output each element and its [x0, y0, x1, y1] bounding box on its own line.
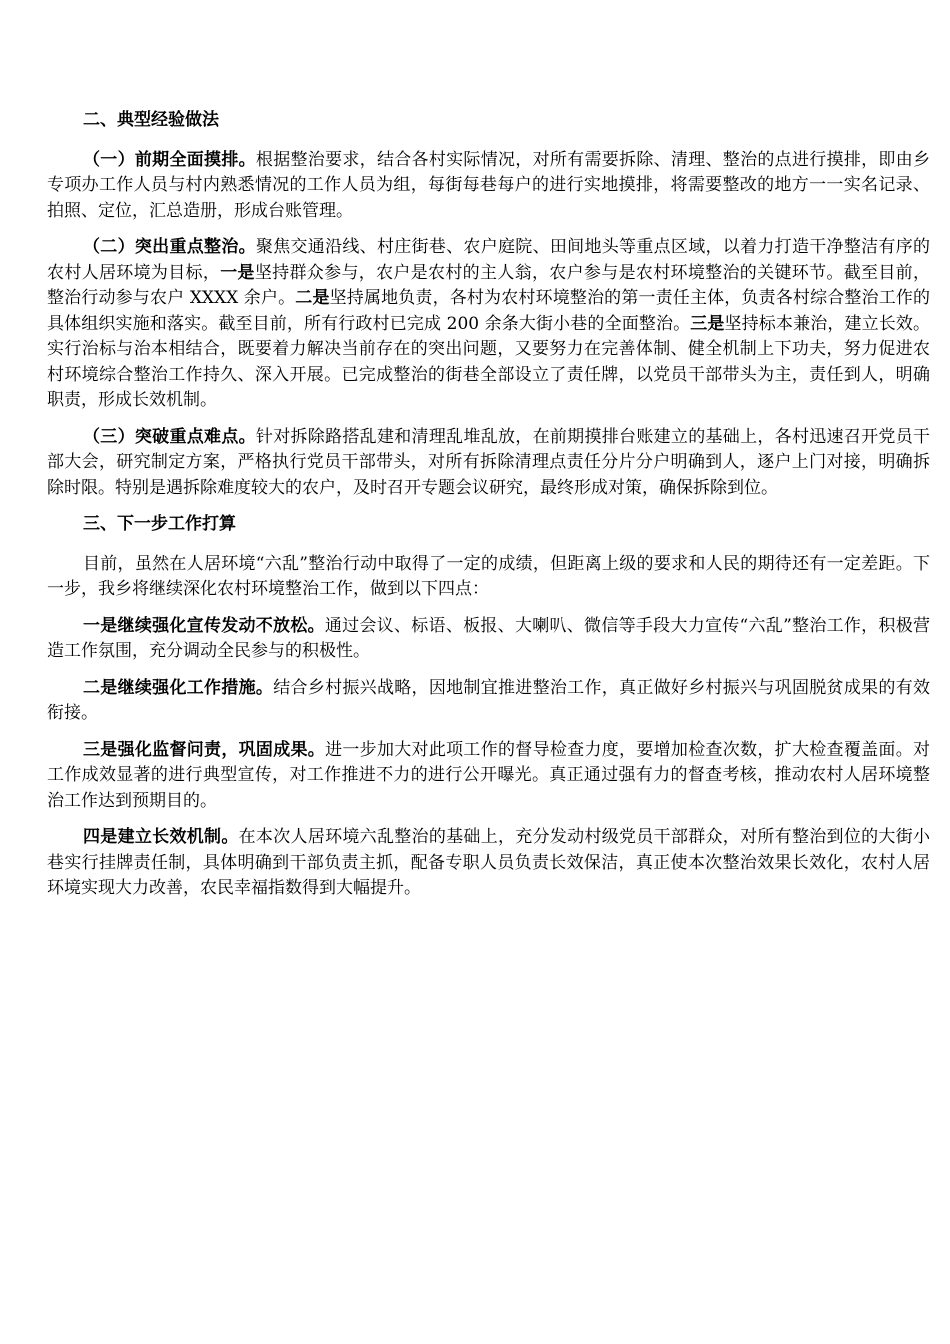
- paragraph-early-survey: [47, 148, 930, 225]
- paragraph-text: 坚持标本兼治，建立长效。实行治标与治本相结合，既要着力解决当前存在的突出问题，又要努力在完善体制、健全机制上下功夫，努力促进农村环境综合整治工作持久、深入开展。已完成整治的街巷全部设立了责任牌，以党员干部带头为主，责任到人，明确职责，形成长效机制。: [47, 313, 931, 410]
- paragraph-point-four: [47, 825, 930, 902]
- paragraph-point-three: [47, 738, 930, 815]
- paragraph-text: 聚焦交通沿线、村庄街巷、农户庭院、田间地头等重点区域，以着力打造干净整洁有序的农村人居环境为目标，: [47, 237, 931, 283]
- paragraph-lead: 二是继续强化工作措施。: [83, 677, 274, 698]
- paragraph-lead: 一是继续强化宣传发动不放松。: [83, 615, 325, 636]
- paragraph-text: 在本次人居环境六乱整治的基础上，充分发动村级党员干部群众，对所有整治到位的大街小巷实行挂牌责任制，具体明确到干部负责主抓，配备专职人员负责长效保洁，真正使本次整治效果长效化，农村人居环境实现大力改善，农民幸福指数得到大幅提升。: [47, 827, 930, 898]
- paragraph-lead: （一）前期全面摸排。: [83, 149, 256, 170]
- paragraph-point-two: [47, 676, 930, 727]
- paragraph-text: 坚持属地负责，各村为农村环境整治的第一责任主体，负责各村综合整治工作的具体组织实施和落实。截至目前，所有行政村已完成 200 余条大街小巷的全面整治。: [47, 288, 931, 334]
- document-body: [47, 108, 930, 913]
- paragraph-text: 坚持群众参与，农户是农村的主人翁，农户参与是农村环境整治的关键环节。截至目前，整治行动参与农户 XXXX 余户。: [47, 262, 931, 308]
- paragraph-key-areas: [47, 235, 930, 414]
- section-heading-next-steps: 三、下一步工作打算: [83, 514, 236, 534]
- paragraph-text: 针对拆除路搭乱建和清理乱堆乱放，在前期摸排台账建立的基础上，各村迅速召开党员干部大会，研究制定方案，严格执行党员干部带头，对所有拆除清理点责任分片分户明确到人，逐户上门对接，明确拆除时限。特别是遇拆除难度较大的农户，及时召开专题会议研究，最终形成对策，确保拆除到位。: [47, 426, 931, 498]
- paragraph-text: 进一步加大对此项工作的督导检查力度，要增加检查次数，扩大检查覆盖面。对工作成效显著的进行典型宣传，对工作推进不力的进行公开曝光。真正通过强有力的督查考核，推动农村人居环境整治工作达到预期目的。: [47, 739, 931, 811]
- paragraph-text: 通过会议、标语、板报、大喇叭、微信等手段大力宣传“六乱”整治工作，积极营造工作氛围，充分调动全民参与的积极性。: [47, 615, 930, 661]
- emphasis-third: 三是: [690, 313, 725, 334]
- paragraph-text: 结合乡村振兴战略，因地制宜推进整治工作，真正做好乡村振兴与巩固脱贫成果的有效衔接。: [47, 677, 931, 723]
- paragraph-lead: 三是强化监督问责，巩固成果。: [83, 739, 326, 760]
- paragraph-text: 目前，虽然在人居环境“六乱”整治行动中取得了一定的成绩，但距离上级的要求和人民的期待还有一定差距。下一步，我乡将继续深化农村环境整治工作，做到以下四点：: [47, 553, 930, 599]
- paragraph-intro-next: [47, 552, 930, 603]
- paragraph-lead: （三）突破重点难点。: [83, 426, 256, 447]
- section-heading-experience: 二、典型经验做法: [83, 110, 219, 130]
- paragraph-lead: 四是建立长效机制。: [83, 827, 239, 847]
- paragraph-difficulties: [47, 425, 930, 502]
- emphasis-first: 一是: [220, 262, 255, 283]
- paragraph-text: 根据整治要求，结合各村实际情况，对所有需要拆除、清理、整治的点进行摸排，即由乡专项办工作人员与村内熟悉情况的工作人员为组，每街每巷每户的进行实地摸排，将需要整改的地方一一实名记录、拍照、定位，汇总造册，形成台账管理。: [47, 149, 931, 221]
- paragraph-point-one: [47, 614, 930, 665]
- paragraph-lead: （二）突出重点整治。: [83, 237, 256, 257]
- emphasis-second: 二是: [295, 288, 330, 308]
